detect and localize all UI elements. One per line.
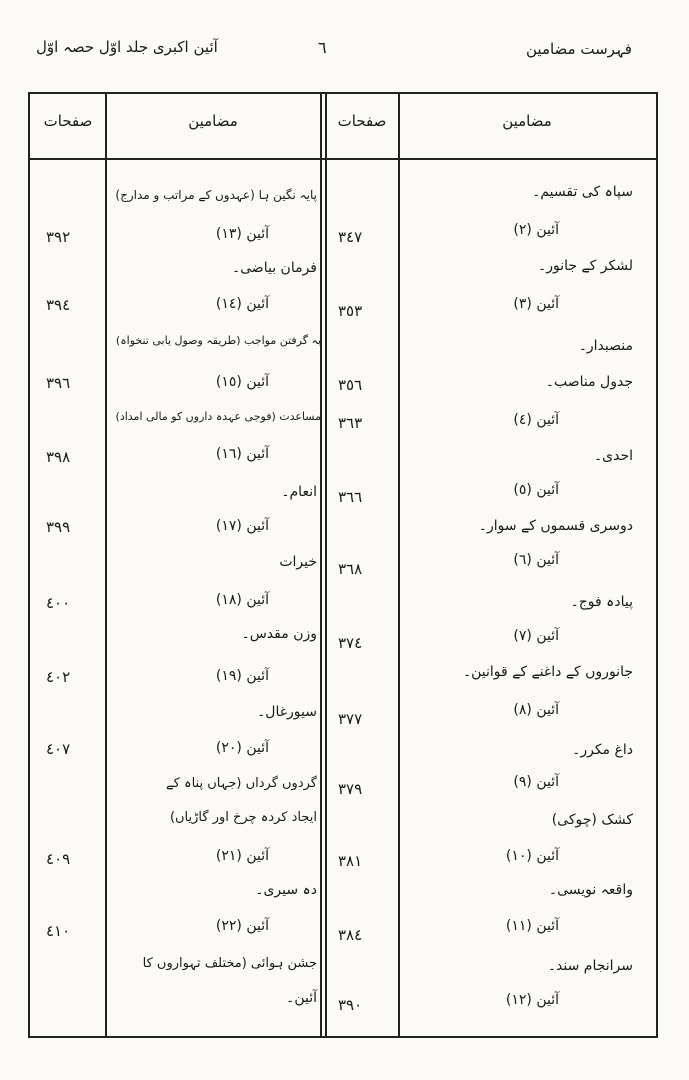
list-item: آئین (١٨) [215, 592, 269, 608]
column-header-topics: مضامین [188, 112, 238, 130]
list-item: گردوں گرداں (جہاں پناہ کے [166, 776, 317, 791]
list-item: مساعدت (فوجی عہدہ داروں کو مالی امداد) [115, 410, 321, 423]
page-number: ٦ [318, 38, 327, 57]
list-item: ایجاد کردہ چرخ اور گاڑیاں) [169, 810, 317, 825]
list-item: آئین (٦) [513, 552, 559, 568]
page-ref: ٤٠٧ [46, 740, 71, 758]
page-ref: ٤١٠ [46, 922, 71, 940]
page-ref: ٣٩٩ [46, 518, 71, 536]
column-header-topics: مضامین [502, 112, 552, 130]
column-divider [320, 92, 322, 1038]
list-item: جدول مناصب۔ [545, 374, 633, 390]
page-ref: ٣٩٤ [46, 296, 71, 314]
page-ref: ٣٦٨ [338, 560, 363, 578]
list-item: جانوروں کے داغنے کے قوانین۔ [462, 664, 633, 680]
table-header-divider [28, 158, 658, 160]
list-item: آئین (١٤) [215, 296, 269, 312]
list-item: انعام۔ [281, 484, 317, 500]
page-ref: ٣٩٦ [46, 374, 71, 392]
table-right-border [656, 92, 658, 1038]
list-item: آئین (٢٠) [215, 740, 269, 756]
list-item: آئین (٢) [513, 222, 559, 238]
list-item: آئین (١٦) [215, 446, 269, 462]
list-item: خیرات [279, 554, 317, 570]
page-ref: ٣٦٦ [338, 488, 363, 506]
list-item: دوسری قسموں کے سوار۔ [478, 518, 633, 534]
page-ref: ٣٨٤ [338, 926, 363, 944]
section-title: فہرست مضامین [526, 40, 632, 58]
list-item: آئین (١٩) [215, 668, 269, 684]
page-ref: ٣٧٧ [338, 710, 363, 728]
list-item: آئین (٤) [513, 412, 559, 428]
column-divider [325, 92, 327, 1038]
page-ref: ٣٩٢ [46, 228, 71, 246]
page-ref: ٣٤٧ [338, 228, 363, 246]
list-item: آئین (٢١) [215, 848, 269, 864]
list-item: سیورغال۔ [257, 704, 317, 720]
list-item: وزن مقدس۔ [241, 626, 317, 642]
list-item: بہ گرفتن مواجب (طریقہ وصول یابی تنخواہ) [115, 334, 321, 347]
table-left-border [28, 92, 30, 1038]
page-ref: ٣٦٣ [338, 414, 363, 432]
list-item: آئین (٨) [513, 702, 559, 718]
list-item: پیادہ فوج۔ [570, 594, 633, 610]
page-ref: ٣٩٠ [338, 996, 363, 1014]
list-item: احدی۔ [593, 448, 633, 464]
page-ref: ٣٧٤ [338, 634, 363, 652]
page-ref: ٣٩٨ [46, 448, 71, 466]
page-ref: ٤٠٢ [46, 668, 71, 686]
list-item: آئین (٧) [513, 628, 559, 644]
page-ref: ٣٨١ [338, 852, 363, 870]
list-item: آئین۔ [286, 990, 317, 1006]
page-ref: ٣٧٩ [338, 780, 363, 798]
list-item: پایہ نگین ہا (عہدوں کے مراتب و مدارج) [115, 188, 317, 202]
list-item: آئین (٣) [513, 296, 559, 312]
list-item: آئین (١٠) [505, 848, 559, 864]
table-top-border [28, 92, 658, 94]
list-item: آئین (١٧) [215, 518, 269, 534]
column-header-pages: صفحات [43, 112, 93, 130]
page-ref: ٣٥٣ [338, 302, 363, 320]
table-bottom-border [28, 1036, 658, 1038]
list-item: واقعہ نویسی۔ [548, 882, 633, 898]
list-item: کشک (چوکی) [551, 812, 633, 828]
list-item: دہ سیری۔ [255, 882, 317, 898]
list-item: آئین (١٣) [215, 226, 269, 242]
list-item: سرانجام سند۔ [547, 958, 633, 974]
list-item: سپاہ کی تقسیم۔ [532, 184, 633, 200]
column-divider [105, 92, 107, 1038]
list-item: آئین (١١) [505, 918, 559, 934]
list-item: آئین (٢٢) [215, 918, 269, 934]
page-ref: ٣٥٦ [338, 376, 363, 394]
list-item: آئین (١٥) [215, 374, 269, 390]
page-ref: ٤٠٠ [46, 594, 71, 612]
list-item: منصبدار۔ [578, 338, 633, 354]
page-ref: ٤٠٩ [46, 850, 71, 868]
list-item: داغ مکرر۔ [572, 742, 633, 758]
list-item: آئین (١٢) [505, 992, 559, 1008]
book-title: آئین اکبری جلد اوّل حصہ اوّل [36, 38, 218, 56]
column-header-pages: صفحات [337, 112, 387, 130]
list-item: آئین (٩) [513, 774, 559, 790]
list-item: لشکر کے جانور۔ [538, 258, 633, 274]
list-item: جشن ہوائی (مختلف تہواروں کا [142, 956, 317, 971]
column-divider [398, 92, 400, 1038]
list-item: آئین (٥) [513, 482, 559, 498]
list-item: فرمان بیاضی۔ [231, 260, 317, 276]
